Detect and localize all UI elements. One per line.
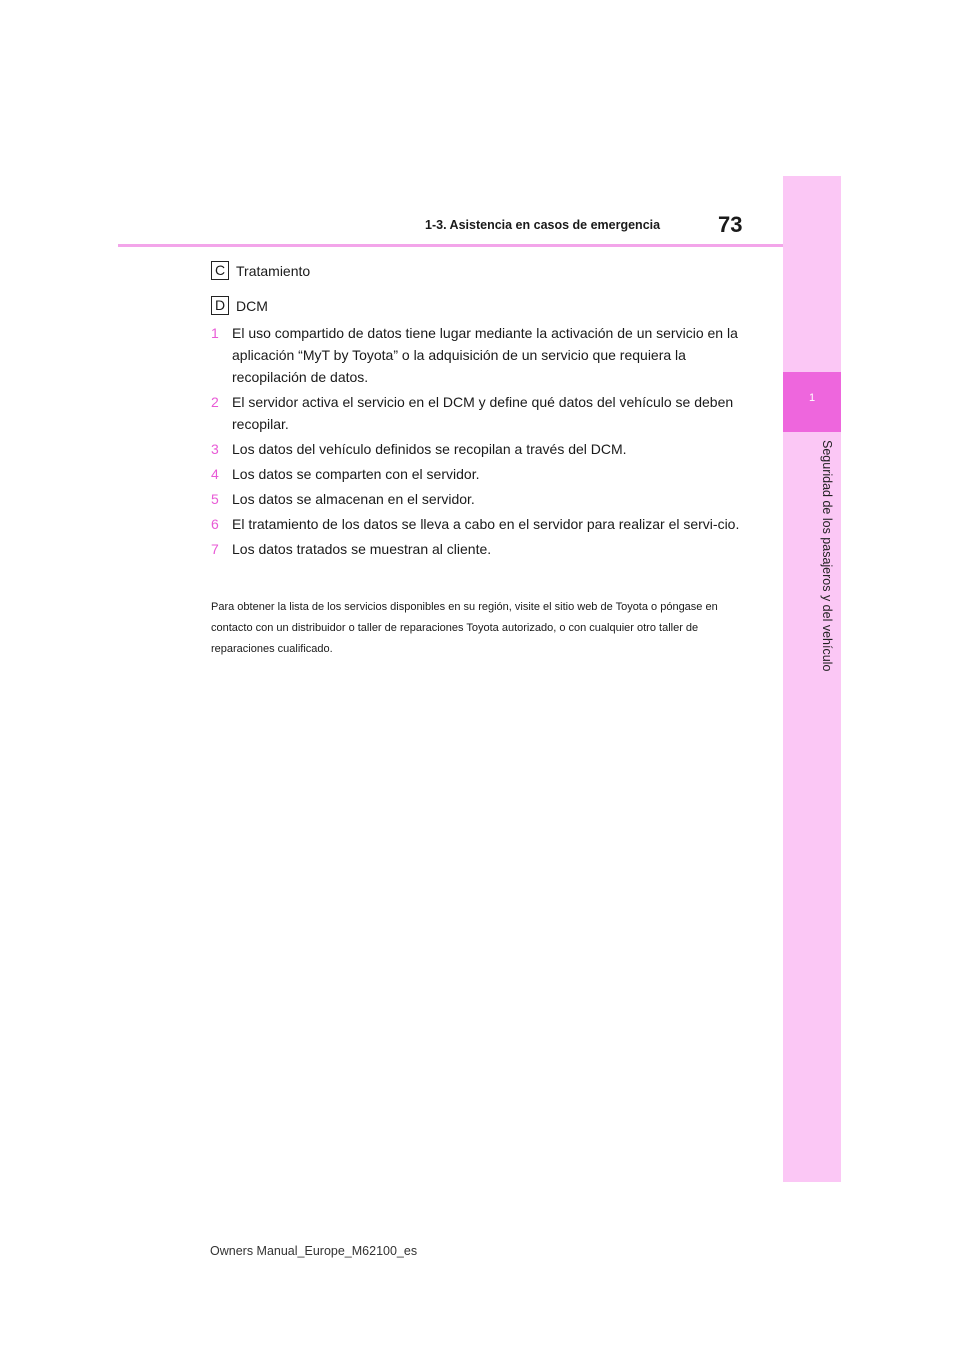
step-number: 7 (211, 541, 219, 557)
label-d (211, 296, 268, 315)
list-item (211, 538, 751, 560)
list-item (211, 322, 751, 388)
step-number: 3 (211, 441, 219, 457)
step-text: Los datos tratados se muestran al cliente. (232, 541, 492, 557)
header-divider (118, 244, 783, 247)
step-number: 6 (211, 516, 219, 532)
step-number: 4 (211, 466, 219, 482)
step-number: 1 (211, 325, 219, 341)
chapter-title: Seguridad de los pasajeros y del vehículo (820, 440, 834, 672)
step-number: 5 (211, 491, 219, 507)
footer-text: Owners Manual_Europe_M62100_es (210, 1244, 418, 1258)
step-text: El servidor activa el servicio en el DCM y define qué datos del vehículo se deben recopilar. (232, 394, 734, 432)
list-item (211, 438, 751, 460)
note-paragraph: Para obtener la lista de los servicios disponibles en su región, visite el sitio web de Toyota o póngase en contacto con un distribuidor o taller de reparaciones Toyota autorizado, o con cualquier otro taller de reparaciones cualificado. (211, 601, 718, 655)
label-letter: C (211, 261, 229, 280)
list-item (211, 513, 751, 535)
list-item (211, 463, 751, 485)
step-number: 2 (211, 394, 219, 410)
step-text: Los datos se comparten con el servidor. (232, 466, 480, 482)
label-text: DCM (236, 297, 268, 314)
label-letter: D (211, 296, 229, 315)
list-item (211, 488, 751, 510)
step-text: Los datos se almacenan en el servidor. (232, 491, 475, 507)
section-title: 1-3. Asistencia en casos de emergencia (425, 218, 661, 232)
step-text: El uso compartido de datos tiene lugar mediante la activación de un servicio en la aplicación “MyT by Toyota” o la adquisición de un servicio que requiera la recopilación de datos. (232, 325, 738, 385)
steps-list (211, 322, 751, 563)
chapter-number: 1 (808, 392, 816, 404)
page-number: 73 (718, 212, 743, 237)
label-c (211, 261, 310, 280)
list-item (211, 391, 751, 435)
side-tab (783, 176, 841, 1182)
step-text: El tratamiento de los datos se lleva a cabo en el servidor para realizar el servi-cio. (232, 516, 740, 532)
step-text: Los datos del vehículo definidos se recopilan a través del DCM. (232, 441, 627, 457)
label-text: Tratamiento (236, 262, 311, 279)
